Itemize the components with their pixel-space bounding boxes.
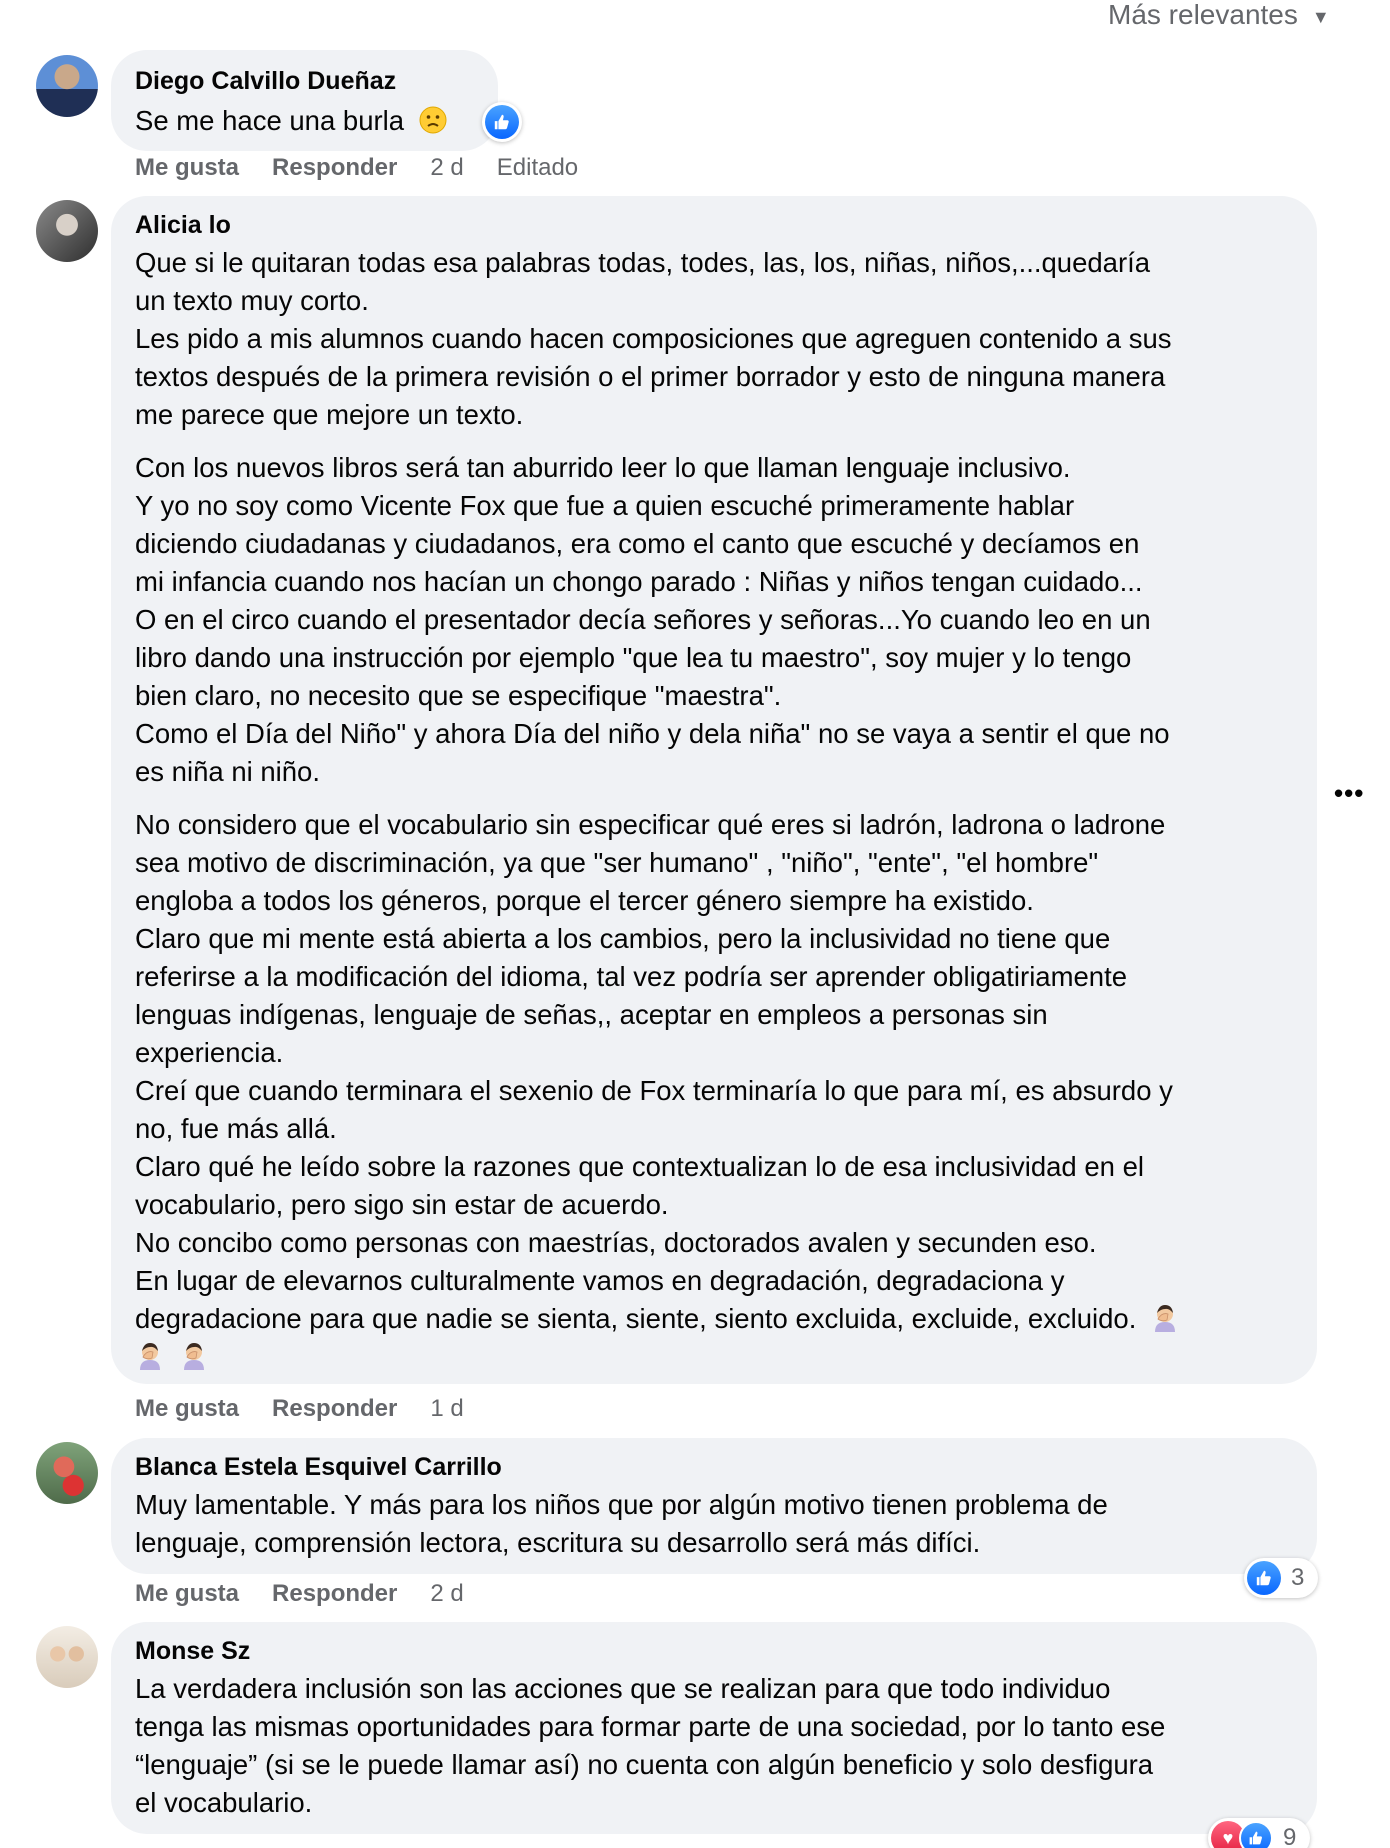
- comment-line: En lugar de elevarnos culturalmente vamos en degradación, degradaciona y: [135, 1265, 1065, 1296]
- reaction-badge[interactable]: [1208, 1818, 1310, 1848]
- comment-actions: [135, 1579, 497, 1609]
- comment-author[interactable]: Alicia lo: [135, 211, 231, 239]
- comment-line: “lenguaje” (si se le puede llamar así) no cuenta con algún beneficio y solo desfigura: [135, 1749, 1154, 1780]
- comment-line: bien claro, no necesito que se especifique "maestra".: [135, 680, 782, 711]
- comment-line: Creí que cuando terminara el sexenio de Fox terminaría lo que para mí, es absurdo y: [135, 1075, 1173, 1106]
- reaction-count: 3: [1291, 1564, 1305, 1591]
- comment-line: referirse a la modificación del idioma, tal vez podría ser aprender obligatiriamente: [135, 961, 1128, 992]
- comment-line: libro dando una instrucción por ejemplo "que lea tu maestro", soy mujer y lo tengo: [135, 642, 1132, 673]
- comment-actions: [135, 1394, 497, 1424]
- comment-line: La verdadera inclusión son las acciones que se realizan para que todo individuo: [135, 1673, 1111, 1704]
- comment-line: Que si le quitaran todas esa palabras todas, todes, las, los, niñas, niños,...quedaría: [135, 247, 1151, 278]
- comment-line: mi infancia cuando nos hacían un chongo parado : Niñas y niños tengan cuidado...: [135, 566, 1143, 597]
- comment-timestamp[interactable]: 1 d: [430, 1395, 464, 1422]
- comment-bubble: [111, 1438, 1317, 1574]
- like-icon: [1247, 1561, 1281, 1595]
- comment-timestamp[interactable]: 2 d: [430, 1580, 464, 1607]
- reaction-count: 9: [1283, 1824, 1297, 1848]
- avatar[interactable]: [36, 1442, 98, 1504]
- comment-actions: [135, 153, 578, 183]
- heart-icon: ♥: [1211, 1821, 1245, 1848]
- comment-line: Y yo no soy como Vicente Fox que fue a quien escuché primeramente hablar: [135, 490, 1075, 521]
- comment-bubble: [111, 1622, 1317, 1834]
- comment-line: el vocabulario.: [135, 1787, 313, 1818]
- comment-line: un texto muy corto.: [135, 285, 369, 316]
- comment-paragraph: [135, 449, 1293, 791]
- comment-line: vocabulario, pero sigo sin estar de acuerdo.: [135, 1189, 669, 1220]
- comment-line: engloba a todos los géneros, porque el tercer género siempre ha existido.: [135, 885, 1034, 916]
- comment-line: lenguas indígenas, lenguaje de señas,, aceptar en empleos a personas sin: [135, 999, 1048, 1030]
- caret-down-icon: ▼: [1311, 6, 1330, 27]
- more-options-icon[interactable]: •••: [1334, 778, 1365, 808]
- comment-text: [135, 1486, 1293, 1562]
- comment-line: no, fue más allá.: [135, 1113, 337, 1144]
- comment-line: No considero que el vocabulario sin especificar qué eres si ladrón, ladrona o ladrone: [135, 809, 1166, 840]
- avatar[interactable]: [36, 200, 98, 262]
- emoji-line: [135, 1338, 1293, 1376]
- comment-line: textos después de la primera revisión o el primer borrador y esto de ninguna manera: [135, 361, 1166, 392]
- comment-author[interactable]: Blanca Estela Esquivel Carrillo: [135, 1453, 502, 1481]
- comment-line: Claro que mi mente está abierta a los cambios, pero la inclusividad no tiene que: [135, 923, 1111, 954]
- avatar[interactable]: [36, 1626, 98, 1688]
- comment-line-with-emoji: [135, 1300, 1293, 1338]
- comment-line: Como el Día del Niño" y ahora Día del niño y dela niña" no se vaya a sentir el que no: [135, 718, 1170, 749]
- reply-button[interactable]: Responder: [272, 1395, 398, 1422]
- comment-author[interactable]: Diego Calvillo Dueñaz: [135, 67, 397, 95]
- comment-paragraph: [135, 806, 1293, 1376]
- comment-author[interactable]: Monse Sz: [135, 1637, 251, 1665]
- edited-label[interactable]: Editado: [496, 154, 579, 181]
- reaction-badge[interactable]: [1244, 1558, 1318, 1598]
- comment-text: [135, 1670, 1293, 1822]
- comment-line: Les pido a mis alumnos cuando hacen composiciones que agreguen contenido a sus: [135, 323, 1172, 354]
- comment-line: diciendo ciudadanas y ciudadanos, era como el canto que escuché y decíamos en: [135, 528, 1140, 559]
- facepalm-icon: [135, 1341, 165, 1371]
- comment-line: degradacione para que nadie se sienta, siente, siento excluida, excluide, excluido.: [135, 1303, 1137, 1334]
- comment-line: me parece que mejore un texto.: [135, 399, 524, 430]
- comment-line: sea motivo de discriminación, ya que "ser humano" , "niño", "ente", "el hombre": [135, 847, 1099, 878]
- reaction-badge[interactable]: [482, 102, 522, 142]
- comment-bubble: [111, 50, 498, 151]
- comment-line: Con los nuevos libros será tan aburrido leer lo que llaman lenguaje inclusivo.: [135, 452, 1071, 483]
- sort-label: Más relevantes: [1108, 0, 1298, 30]
- sort-dropdown[interactable]: [1108, 0, 1330, 30]
- like-button[interactable]: Me gusta: [135, 1395, 240, 1422]
- facepalm-icon: [179, 1341, 209, 1371]
- like-icon: [485, 105, 519, 139]
- comment-text: [135, 102, 474, 140]
- comment-line: tenga las mismas oportunidades para formar parte de una sociedad, por lo tanto ese: [135, 1711, 1166, 1742]
- comment-timestamp[interactable]: 2 d: [430, 154, 464, 181]
- comment-line: Claro qué he leído sobre la razones que contextualizan lo de esa inclusividad en el: [135, 1151, 1144, 1182]
- comment-paragraph: [135, 244, 1293, 434]
- like-button[interactable]: Me gusta: [135, 1580, 240, 1607]
- comment-line: lenguaje, comprensión lectora, escritura su desarrollo será más difíci.: [135, 1527, 981, 1558]
- reply-button[interactable]: Responder: [272, 154, 398, 181]
- comment-line: Se me hace una burla: [135, 105, 405, 136]
- reply-button[interactable]: Responder: [272, 1580, 398, 1607]
- comment-line: Muy lamentable. Y más para los niños que por algún motivo tienen problema de: [135, 1489, 1108, 1520]
- like-button[interactable]: Me gusta: [135, 154, 240, 181]
- comment-line: No concibo como personas con maestrías, doctorados avalen y secunden eso.: [135, 1227, 1097, 1258]
- comment-text: [135, 244, 1293, 1376]
- comment-bubble: [111, 196, 1317, 1384]
- facepalm-icon: [1150, 1303, 1180, 1333]
- avatar[interactable]: [36, 55, 98, 117]
- comment-line: experiencia.: [135, 1037, 284, 1068]
- like-icon: [1239, 1821, 1273, 1848]
- comment-line: O en el circo cuando el presentador decía señores y señoras...Yo cuando leo en un: [135, 604, 1151, 635]
- confused-face-icon: [418, 105, 448, 135]
- comment-line: es niña ni niño.: [135, 756, 320, 787]
